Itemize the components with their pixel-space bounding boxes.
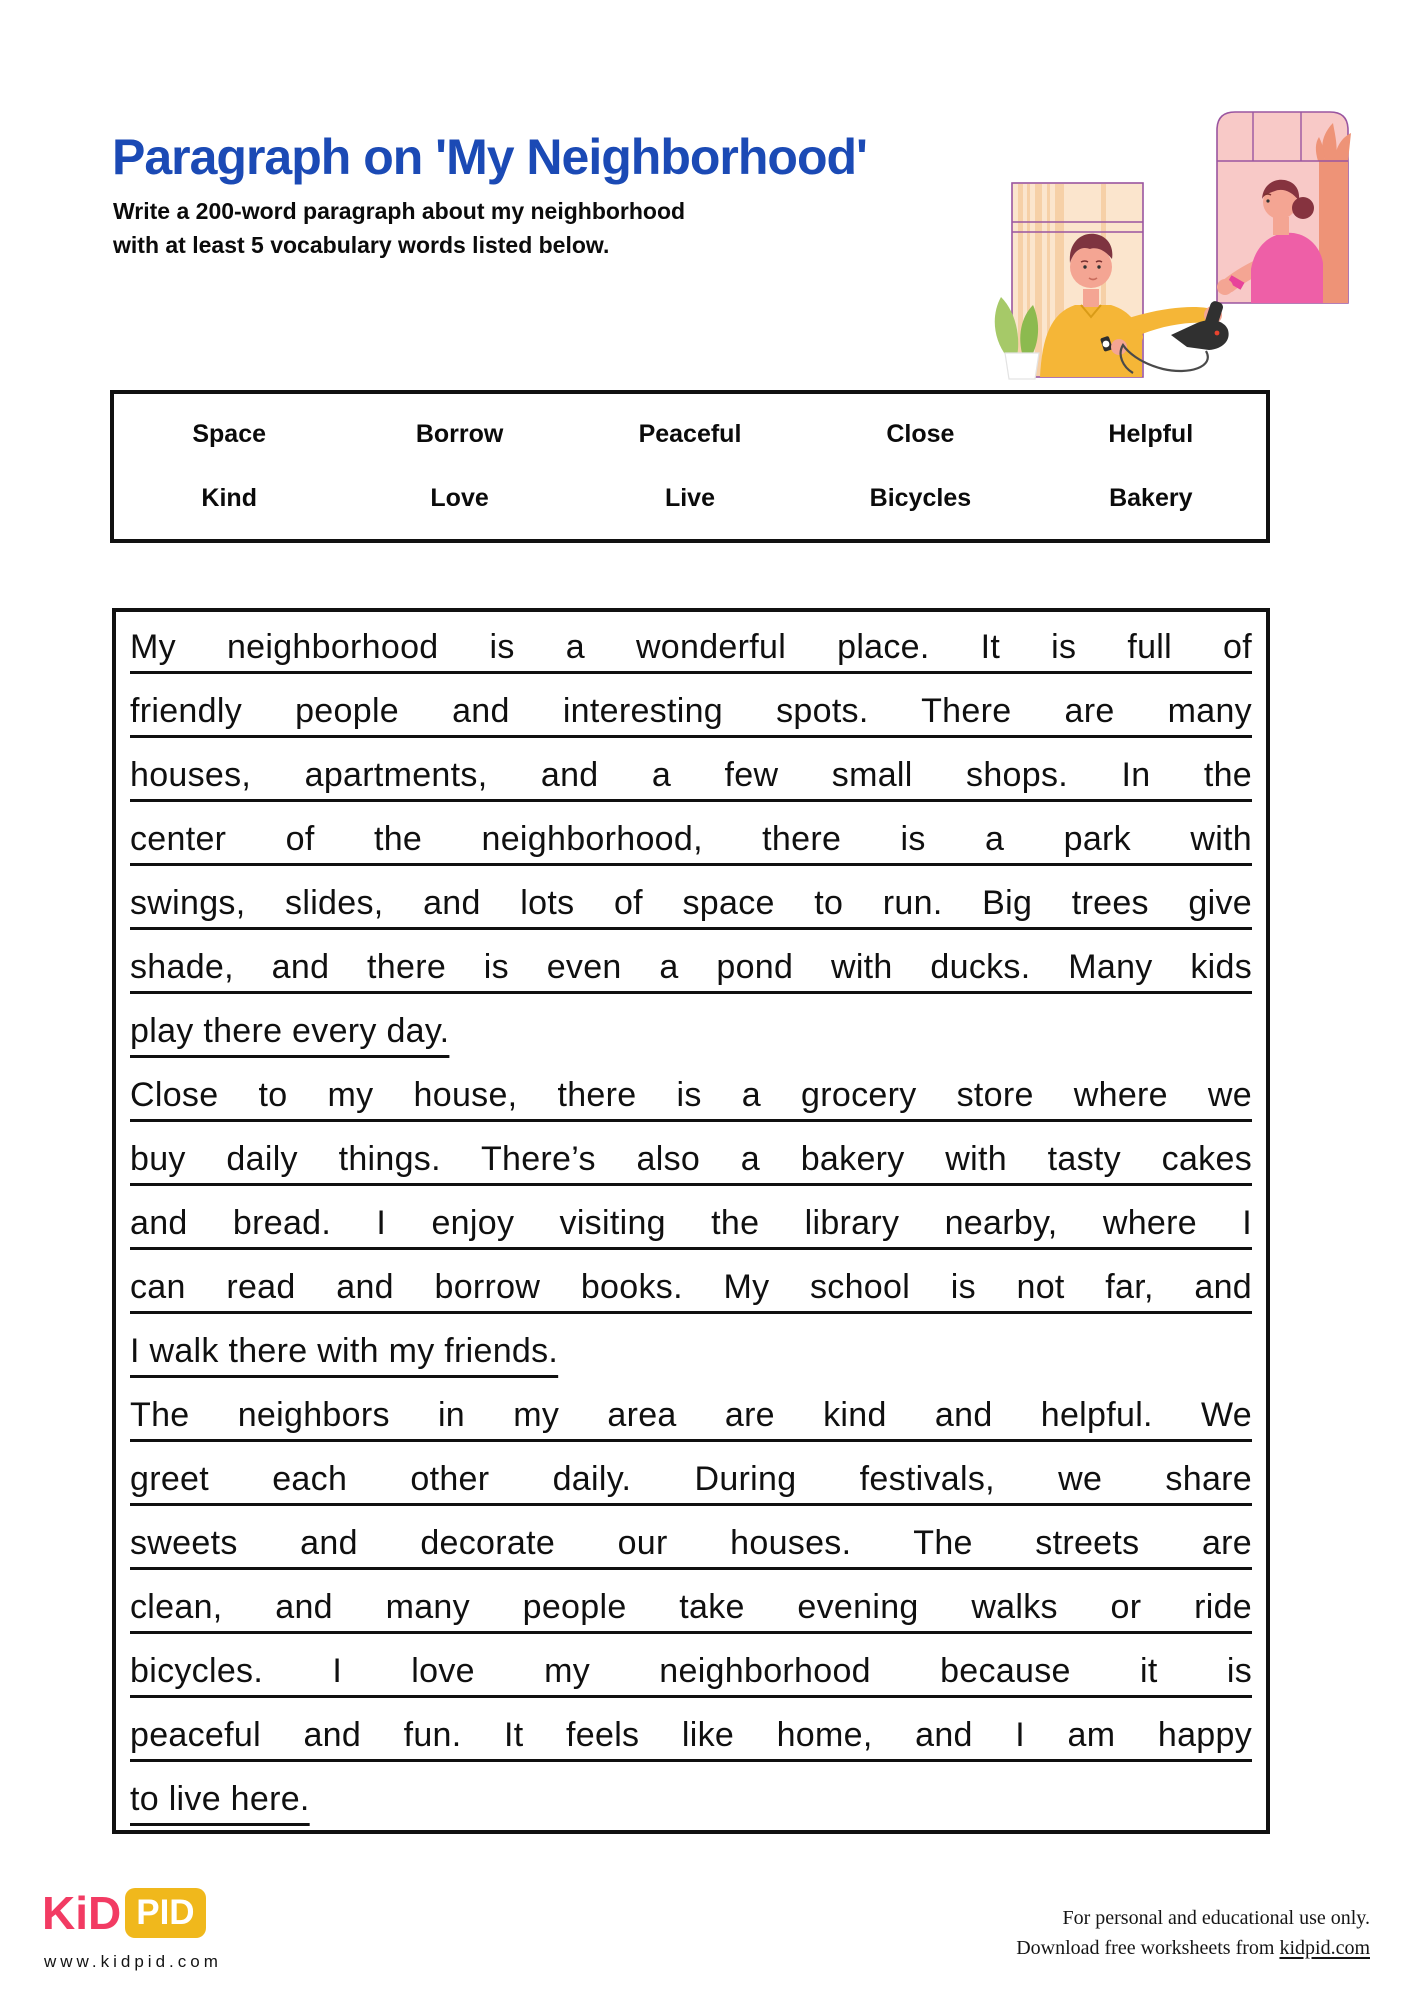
essay-line: peaceful and fun. It feels like home, and I am happy <box>130 1716 1252 1754</box>
logo-kid-text: KiD <box>42 1887 122 1939</box>
usage-notice-line-2-prefix: Download free worksheets from <box>1016 1937 1280 1959</box>
vocab-word: Peaceful <box>638 419 742 448</box>
essay-box <box>112 608 1270 1834</box>
essay-line: clean, and many people take evening walks or ride <box>130 1588 1252 1626</box>
subtitle-line-1: Write a 200-word paragraph about my neighborhood <box>113 198 686 224</box>
vocab-word: Bakery <box>1109 484 1193 513</box>
essay-line: play there every day. <box>130 1012 450 1050</box>
essay-line: greet each other daily. During festivals, we share <box>130 1460 1252 1498</box>
essay-line: and bread. I enjoy visiting the library nearby, where I <box>130 1204 1252 1242</box>
man-window <box>1012 183 1229 377</box>
vocab-word: Helpful <box>1108 419 1194 448</box>
essay-line: friendly people and interesting spots. There are many <box>130 692 1252 730</box>
usage-notice <box>1016 1903 1370 1963</box>
neighbors-illustration <box>985 95 1360 385</box>
subtitle-line-2: with at least 5 vocabulary words listed below. <box>113 232 610 258</box>
vocab-word: Borrow <box>415 419 504 448</box>
logo-pid-badge: PID <box>125 1888 205 1938</box>
vocabulary-box <box>110 390 1270 543</box>
essay-line: My neighborhood is a wonderful place. It is full of <box>130 628 1252 666</box>
page-subtitle <box>113 194 685 262</box>
essay-line: center of the neighborhood, there is a park with <box>130 820 1252 858</box>
essay-line: to live here. <box>130 1780 310 1818</box>
vocab-word: Close <box>886 419 955 448</box>
vocab-word: Kind <box>201 484 257 513</box>
site-url: www.kidpid.com <box>44 1952 222 1971</box>
page-title: Paragraph on 'My Neighborhood' <box>112 129 867 185</box>
essay-line: can read and borrow books. My school is not far, and <box>130 1268 1252 1306</box>
essay-line: I walk there with my friends. <box>130 1332 559 1370</box>
vocab-word: Space <box>192 419 267 448</box>
essay-line: shade, and there is even a pond with ducks. Many kids <box>130 948 1252 986</box>
kidpid-link[interactable]: kidpid.com <box>1279 1937 1370 1959</box>
essay-line: sweets and decorate our houses. The streets are <box>130 1524 1252 1562</box>
essay-line: buy daily things. There’s also a bakery with tasty cakes <box>130 1140 1252 1178</box>
essay-line: The neighbors in my area are kind and helpful. We <box>130 1396 1252 1434</box>
vocab-word: Bicycles <box>869 484 972 513</box>
usage-notice-line-1: For personal and educational use only. <box>1062 1907 1370 1929</box>
essay-line: houses, apartments, and a few small shops. In the <box>130 756 1252 794</box>
essay-line: Close to my house, there is a grocery store where we <box>130 1076 1252 1114</box>
usage-notice-line-2 <box>1016 1933 1370 1963</box>
essay-line: swings, slides, and lots of space to run. Big trees give <box>130 884 1252 922</box>
vocab-word: Love <box>430 484 489 513</box>
vocab-word: Live <box>664 484 715 513</box>
kidpid-logo <box>42 1888 206 1938</box>
essay-line: bicycles. I love my neighborhood because it is <box>130 1652 1252 1690</box>
woman-window <box>1217 112 1351 303</box>
